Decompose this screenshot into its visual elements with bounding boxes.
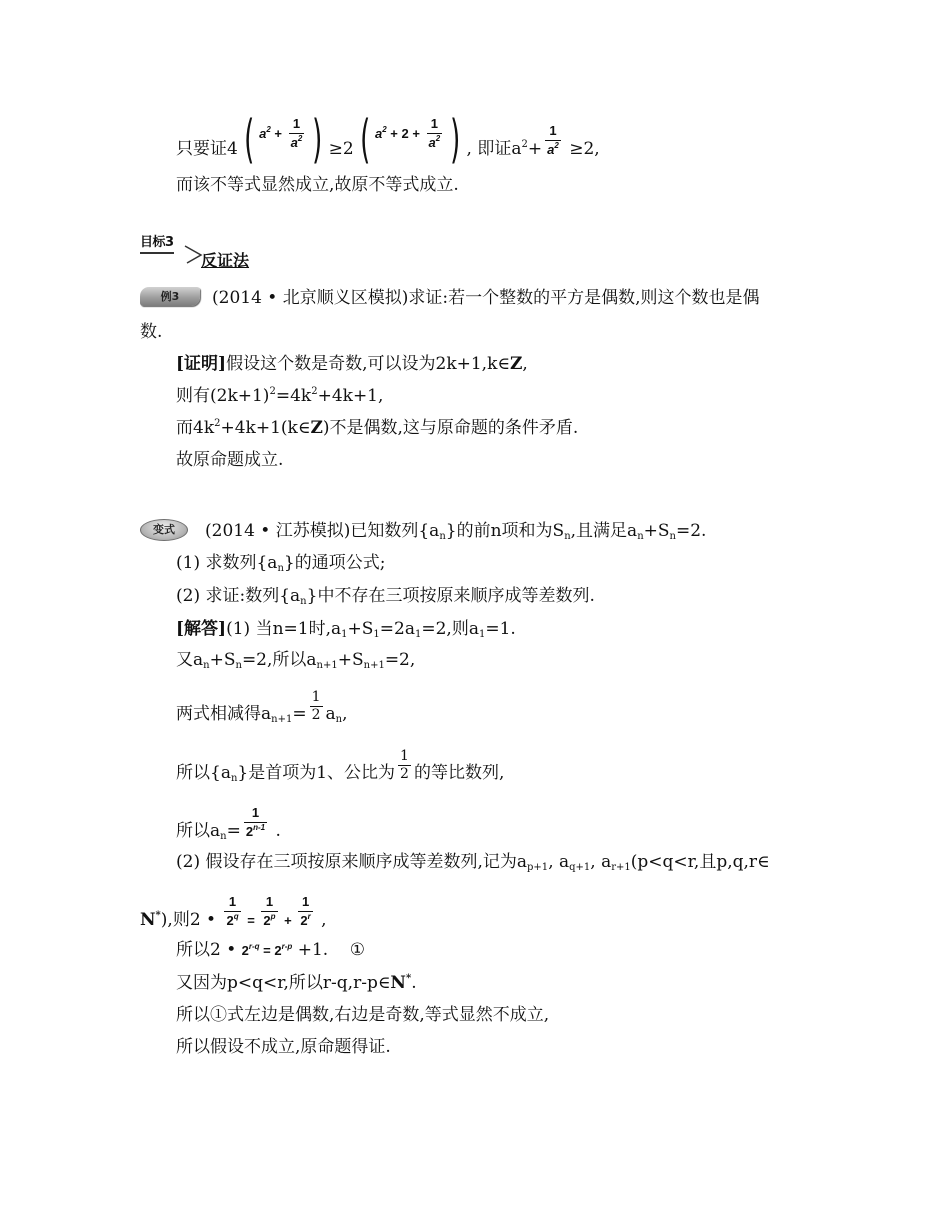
math-symbol: + xyxy=(270,126,286,141)
subscript: n xyxy=(335,714,343,725)
math-variable: a xyxy=(259,126,267,141)
text-run: . xyxy=(270,821,281,841)
conclusion-line xyxy=(176,174,459,196)
text-run: 故原命题成立. xyxy=(176,450,284,470)
superscript: 2 xyxy=(521,139,528,150)
fraction xyxy=(224,893,240,930)
fraction-denominator xyxy=(398,766,411,783)
text-run: +S xyxy=(337,650,364,670)
text-run: 而4k xyxy=(176,418,215,438)
text-run: =2, xyxy=(384,650,416,670)
solution-line xyxy=(176,1004,549,1026)
math-symbol: 1 xyxy=(549,123,557,138)
fraction-denominator xyxy=(427,134,443,152)
subscript: n xyxy=(439,531,446,542)
math-superscript: n-1 xyxy=(253,823,266,832)
subscript: n xyxy=(235,660,242,671)
text-run: (p<q<r,且p,q,r∈ xyxy=(630,852,770,872)
text-run: 只要证4 xyxy=(176,139,238,159)
solution-line xyxy=(176,1036,391,1058)
subscript: p+1 xyxy=(527,862,549,873)
text-run: , xyxy=(522,354,528,374)
fraction xyxy=(398,748,411,783)
text-run: }是首项为1、公比为 xyxy=(237,763,396,783)
text-run: +4k+1, xyxy=(317,386,384,406)
text-run: ≥2 xyxy=(328,139,354,159)
text-run: =1. xyxy=(485,619,516,639)
superscript: 2 xyxy=(214,418,221,429)
superscript: 2 xyxy=(311,386,318,397)
text-run: + xyxy=(527,139,543,159)
math-symbol: = xyxy=(243,913,259,928)
text-run: ),则2 • xyxy=(160,910,222,930)
math-variable: a xyxy=(374,126,383,141)
superscript: 2 xyxy=(269,386,276,397)
text-run: (1) 当n=1时,a xyxy=(226,619,342,639)
text-run: 所以假设不成立,原命题得证. xyxy=(176,1037,391,1057)
text-run: =2,所以a xyxy=(241,650,317,670)
left-paren: ( xyxy=(359,110,370,170)
math-symbol: 2 xyxy=(263,913,271,928)
solution-line xyxy=(176,939,365,962)
fraction-numerator xyxy=(224,893,240,912)
fraction-denominator xyxy=(224,912,240,930)
fraction xyxy=(289,115,305,152)
math-superscript: 2 xyxy=(435,134,441,143)
text-run: ,且满足a xyxy=(570,521,638,541)
text-run: 2 xyxy=(400,766,409,782)
math-variable: a xyxy=(290,135,298,150)
section-tag: 目标3 xyxy=(140,235,174,254)
parenthesized-group xyxy=(239,110,328,170)
text-run: 1 xyxy=(400,748,409,764)
text-run: (2014 • 江苏模拟)已知数列{a xyxy=(205,521,440,541)
fraction xyxy=(244,804,267,841)
text-run: (2) 求证:数列{a xyxy=(176,586,301,606)
fraction-denominator xyxy=(545,141,561,159)
proof-step-line xyxy=(176,110,600,170)
text-run: =4k xyxy=(275,386,312,406)
text-run: , a xyxy=(590,852,612,872)
text-run: 两式相减得a xyxy=(176,704,272,724)
subscript: r+1 xyxy=(611,862,631,873)
text-run: =2. xyxy=(676,521,707,541)
paren-content xyxy=(259,115,307,152)
text-run: +4k+1(k∈ xyxy=(220,418,311,438)
subscript: n xyxy=(203,660,210,671)
math-superscript: 2 xyxy=(382,125,387,134)
solution-line xyxy=(176,618,516,640)
fraction-numerator xyxy=(398,748,411,766)
text-run: a xyxy=(325,704,336,724)
subscript: n xyxy=(230,773,238,784)
variant-part-1 xyxy=(176,552,385,574)
bold-text: Z xyxy=(310,418,323,438)
fraction xyxy=(298,893,312,930)
fraction-denominator xyxy=(298,912,312,930)
bold-superscript: * xyxy=(155,910,161,921)
fraction-numerator xyxy=(545,122,561,141)
subscript: n xyxy=(220,831,227,842)
math-symbol: 1 xyxy=(301,894,310,909)
subscript: 1 xyxy=(478,629,486,640)
math-superscript: q xyxy=(233,912,239,921)
text-run: +S xyxy=(209,650,236,670)
text-run: 数. xyxy=(140,322,163,342)
fraction-numerator xyxy=(244,804,267,823)
text-run: (1) 求数列{a xyxy=(176,553,278,573)
math-superscript: r-q xyxy=(248,942,260,951)
fraction-denominator xyxy=(289,134,305,152)
text-run: . xyxy=(411,973,417,993)
text-run: )不是偶数,这与原命题的条件矛盾. xyxy=(322,418,579,438)
math-symbol: 2 xyxy=(245,824,254,839)
paren-content xyxy=(375,115,445,152)
text-run: , xyxy=(342,704,348,724)
parenthesized-group xyxy=(355,110,466,170)
fraction xyxy=(261,893,277,930)
text-run: (2014 • 北京顺义区模拟)求证:若一个整数的平方是偶数,则这个数也是偶 xyxy=(212,288,760,308)
text-run: }中不存在三项按原来顺序成等差数列. xyxy=(306,586,595,606)
math-superscript: 2 xyxy=(297,134,303,143)
variant-statement xyxy=(205,520,706,542)
text-run: = xyxy=(226,821,241,841)
fraction xyxy=(545,122,561,159)
subscript: n+1 xyxy=(363,660,385,671)
example-statement xyxy=(212,287,760,309)
math-symbol: 2 xyxy=(274,943,282,958)
bold-text: [证明] xyxy=(176,354,227,374)
bold-superscript: * xyxy=(405,973,412,984)
text-run: 又a xyxy=(176,650,204,670)
text-run: 的等比数列, xyxy=(413,763,505,783)
text-run: +1. ① xyxy=(292,940,366,960)
solution-line xyxy=(176,748,504,784)
text-run: 1 xyxy=(311,689,321,705)
left-paren: ( xyxy=(243,110,255,170)
subscript: 1 xyxy=(373,629,380,640)
text-run: 所以①式左边是偶数,右边是奇数,等式显然不成立, xyxy=(176,1005,550,1025)
text-run: 2 xyxy=(311,707,321,723)
text-run: , 即证a xyxy=(466,139,522,159)
subscript: n xyxy=(564,531,571,542)
text-run: }的前n项和为S xyxy=(445,521,565,541)
right-paren: ) xyxy=(312,110,323,170)
math-symbol: 2 xyxy=(300,913,308,928)
variant-part-2 xyxy=(176,585,595,607)
text-run: +S xyxy=(347,619,374,639)
text-run: 而该不等式显然成立,故原不等式成立. xyxy=(176,175,459,195)
text-run: 所以2 • xyxy=(176,940,242,960)
fraction-denominator xyxy=(261,912,277,930)
bold-text: N xyxy=(140,910,156,930)
solution-line xyxy=(176,649,415,671)
text-run: 所以a xyxy=(176,821,221,841)
text-run: 所以{a xyxy=(176,763,231,783)
bold-text: N xyxy=(390,973,406,993)
fraction-numerator xyxy=(427,115,443,134)
text-run: , a xyxy=(548,852,570,872)
proof-line xyxy=(176,385,383,407)
solution-line xyxy=(176,689,348,725)
example-badge: 例3 xyxy=(140,287,200,306)
text-run: =2,则a xyxy=(421,619,479,639)
math-symbol: = xyxy=(259,943,275,958)
math-superscript: 2 xyxy=(554,141,559,150)
proof-line xyxy=(176,353,528,375)
subscript: n xyxy=(300,596,307,607)
subscript: n+1 xyxy=(316,660,338,671)
bold-text: Z xyxy=(509,354,523,374)
subscript: 1 xyxy=(414,629,422,640)
text-run: (2) 假设存在三项按原来顺序成等差数列,记为a xyxy=(176,852,528,872)
fraction-numerator xyxy=(310,689,323,707)
text-run: 又因为p<q<r,所以r-q,r-p∈ xyxy=(176,973,391,993)
right-paren: ) xyxy=(450,110,461,170)
subscript: n xyxy=(637,531,644,542)
solution-line xyxy=(176,972,417,994)
fraction xyxy=(427,115,443,152)
math-symbol: + 2 + xyxy=(386,126,424,141)
proof-line xyxy=(176,449,283,471)
text-run: ≥2, xyxy=(563,139,600,159)
math-superscript: p xyxy=(270,912,276,921)
subscript: n xyxy=(277,563,284,574)
fraction-numerator xyxy=(261,893,277,912)
math-symbol: 2 xyxy=(241,943,249,958)
subscript: 1 xyxy=(341,629,348,640)
math-superscript: r-p xyxy=(281,942,293,951)
text-run: , xyxy=(315,910,327,930)
fraction-denominator xyxy=(244,823,267,841)
fraction xyxy=(310,689,323,724)
fraction-numerator xyxy=(298,893,312,912)
text-run: 则有(2k+1) xyxy=(176,386,270,406)
subscript: q+1 xyxy=(569,862,591,873)
solution-line xyxy=(176,851,770,873)
section-title: 反证法 xyxy=(201,251,250,270)
example-statement-continued xyxy=(140,321,162,343)
bold-text: [解答] xyxy=(176,619,227,639)
math-symbol: 1 xyxy=(228,894,237,909)
solution-line xyxy=(140,893,327,932)
text-run: =2a xyxy=(379,619,415,639)
text-run: 假设这个数是奇数,可以设为2k+1,k∈ xyxy=(226,354,510,374)
fraction-denominator xyxy=(310,707,323,724)
text-run: +S xyxy=(643,521,670,541)
math-symbol: 2 xyxy=(226,913,234,928)
math-superscript: 2 xyxy=(266,125,271,134)
subscript: n xyxy=(669,531,676,542)
math-variable: a xyxy=(428,135,436,150)
proof-line xyxy=(176,417,578,439)
math-symbol: 1 xyxy=(430,116,438,131)
variant-badge: 变式 xyxy=(140,519,188,541)
fraction-numerator xyxy=(289,115,305,134)
math-symbol: 1 xyxy=(265,894,274,909)
math-symbol: 1 xyxy=(292,116,301,131)
math-symbol: 1 xyxy=(251,805,260,820)
subscript: n+1 xyxy=(271,714,293,725)
solution-line xyxy=(176,804,281,842)
text-run: = xyxy=(292,704,307,724)
text-run: }的通项公式; xyxy=(283,553,386,573)
math-symbol: + xyxy=(280,913,296,928)
math-superscript: r xyxy=(307,912,311,921)
math-variable: a xyxy=(547,142,555,157)
